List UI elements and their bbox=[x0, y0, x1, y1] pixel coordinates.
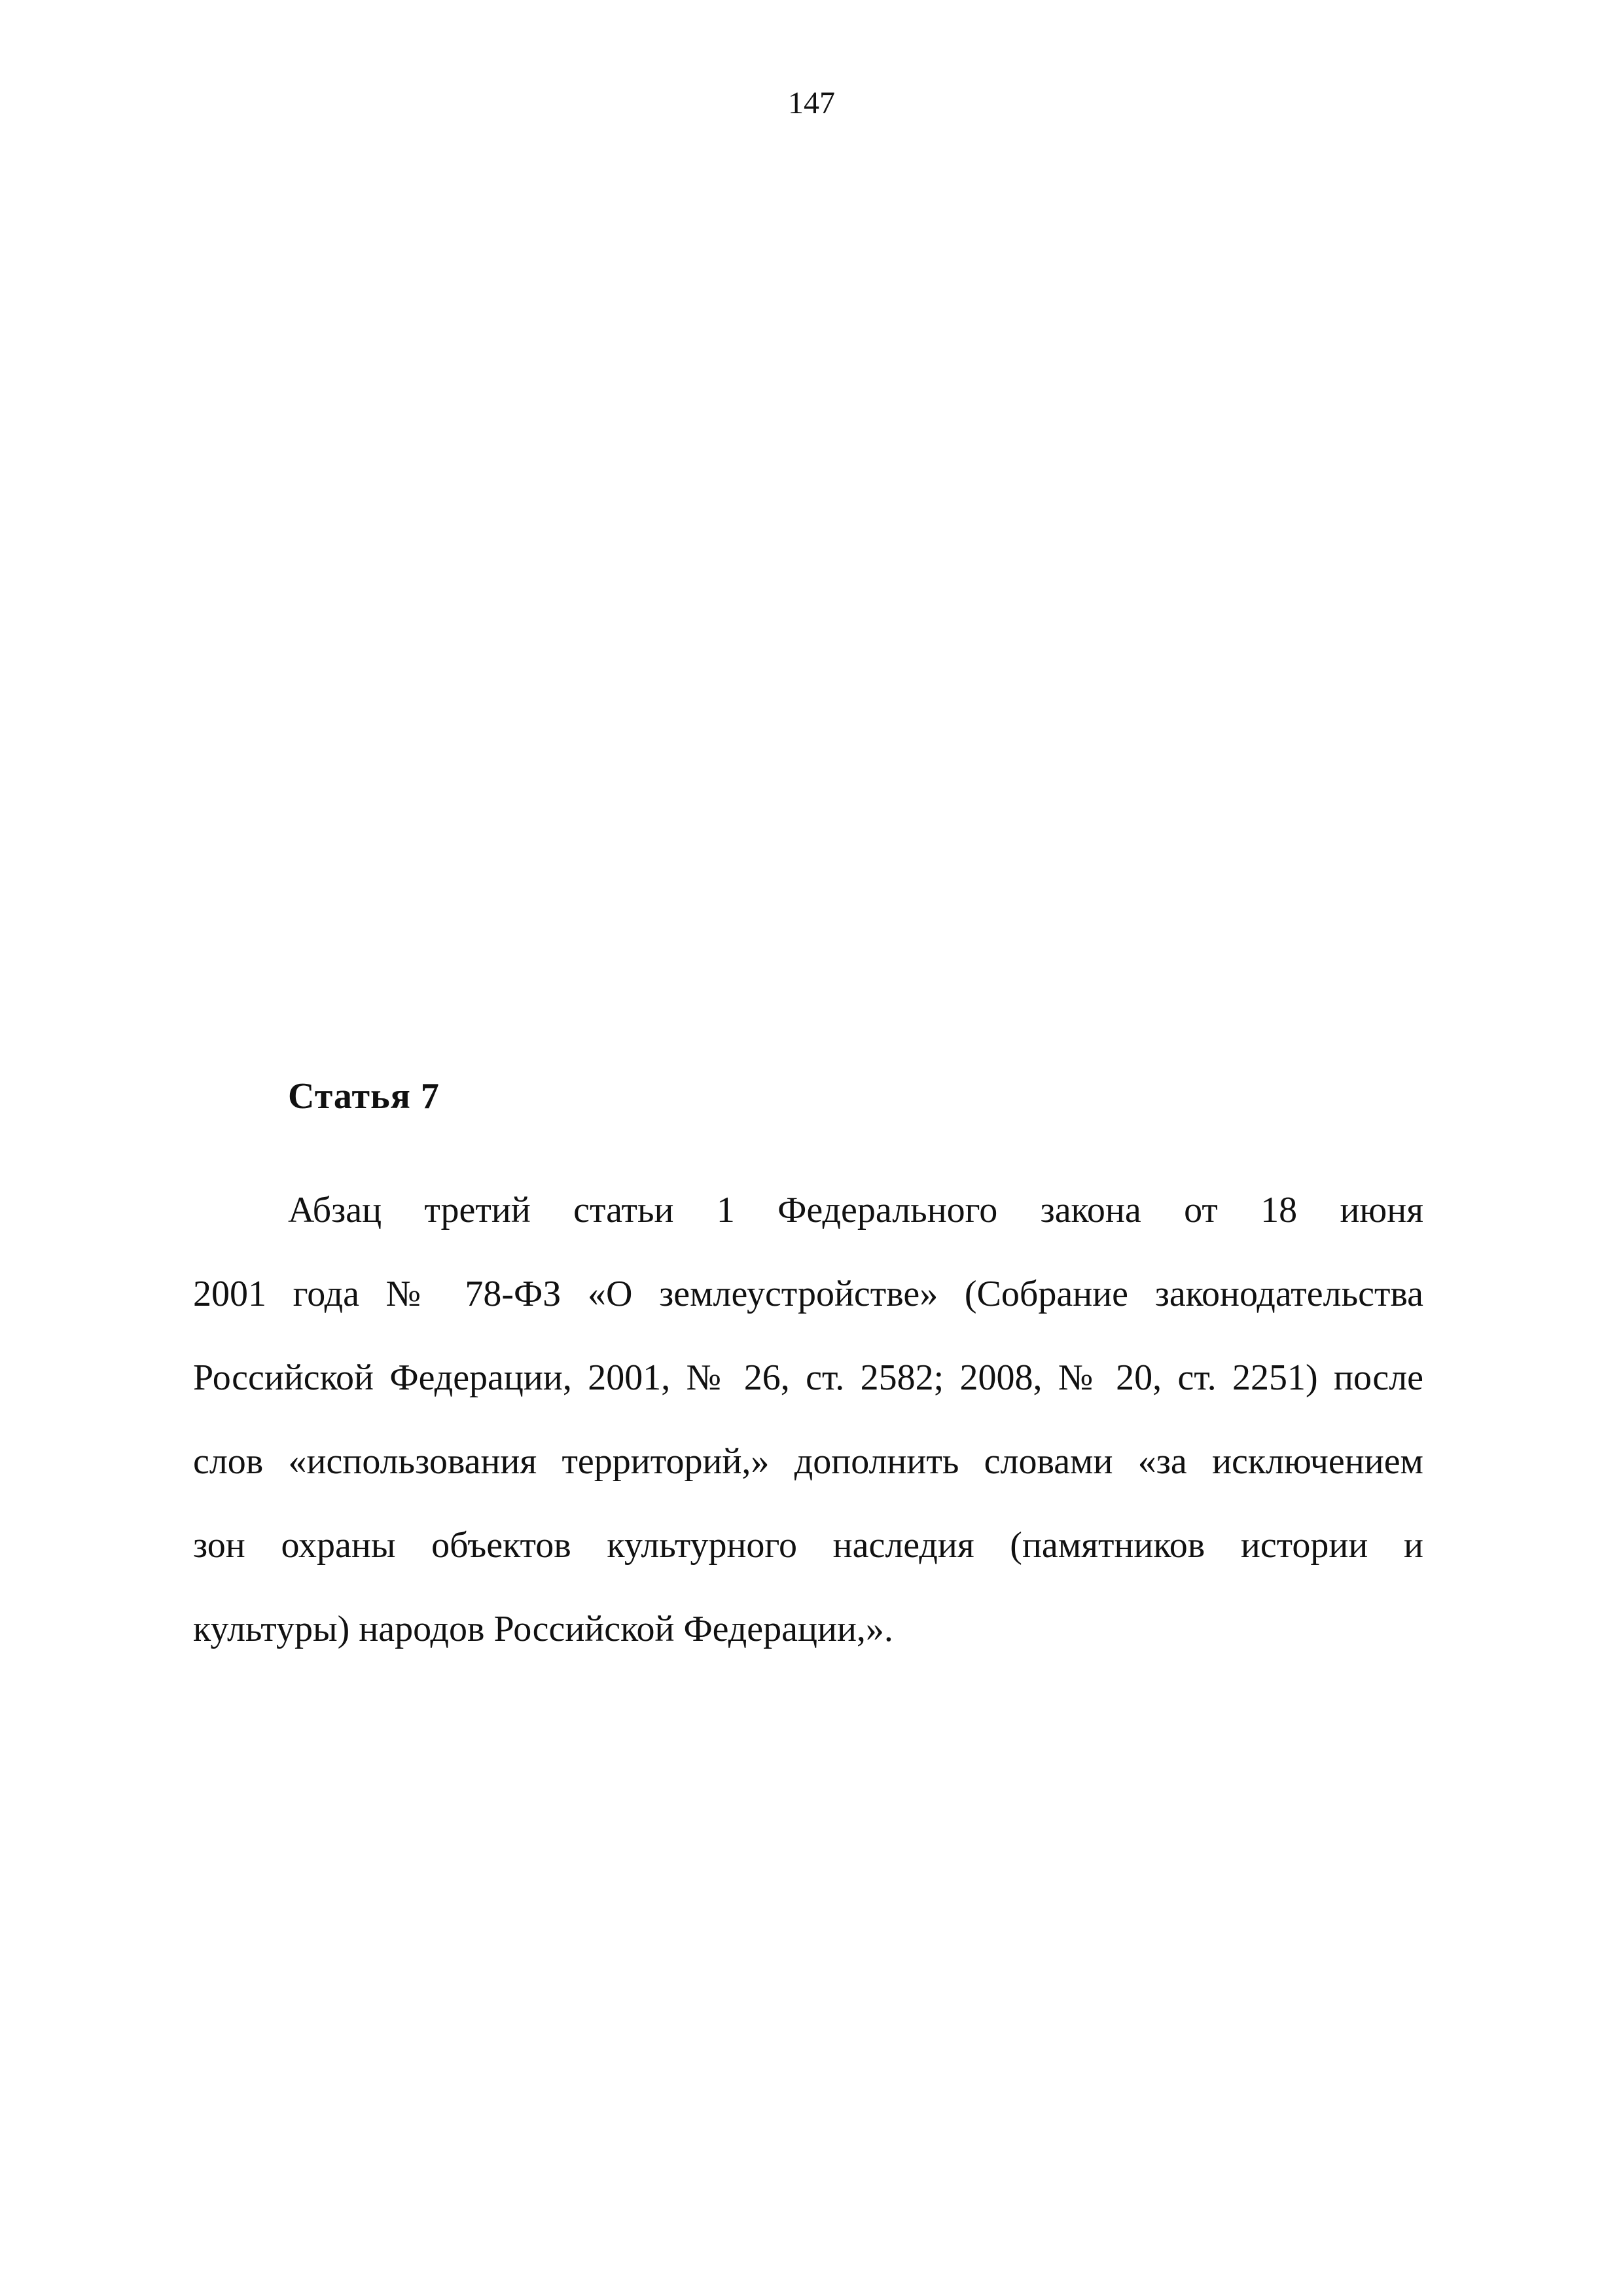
page-number: 147 bbox=[788, 86, 835, 120]
article-text-line: слов «использования территорий,» дополнить словами «за исключением bbox=[193, 1441, 1423, 1482]
article-text-line: зон охраны объектов культурного наследия (памятников истории и bbox=[193, 1525, 1423, 1566]
article-text-line: Абзац третий статьи 1 Федерального закона от 18 июня bbox=[288, 1190, 1423, 1230]
article-text-line: культуры) народов Российской Федерации,». bbox=[193, 1609, 893, 1649]
article-text-line: Российской Федерации, 2001, № 26, ст. 2582; 2008, № 20, ст. 2251) после bbox=[193, 1357, 1423, 1398]
article-title: Статья 7 bbox=[288, 1076, 440, 1117]
article-body bbox=[193, 1168, 1423, 1671]
article-text-line: 2001 года № 78-ФЗ «О землеустройстве» (Собрание законодательства bbox=[193, 1274, 1423, 1314]
